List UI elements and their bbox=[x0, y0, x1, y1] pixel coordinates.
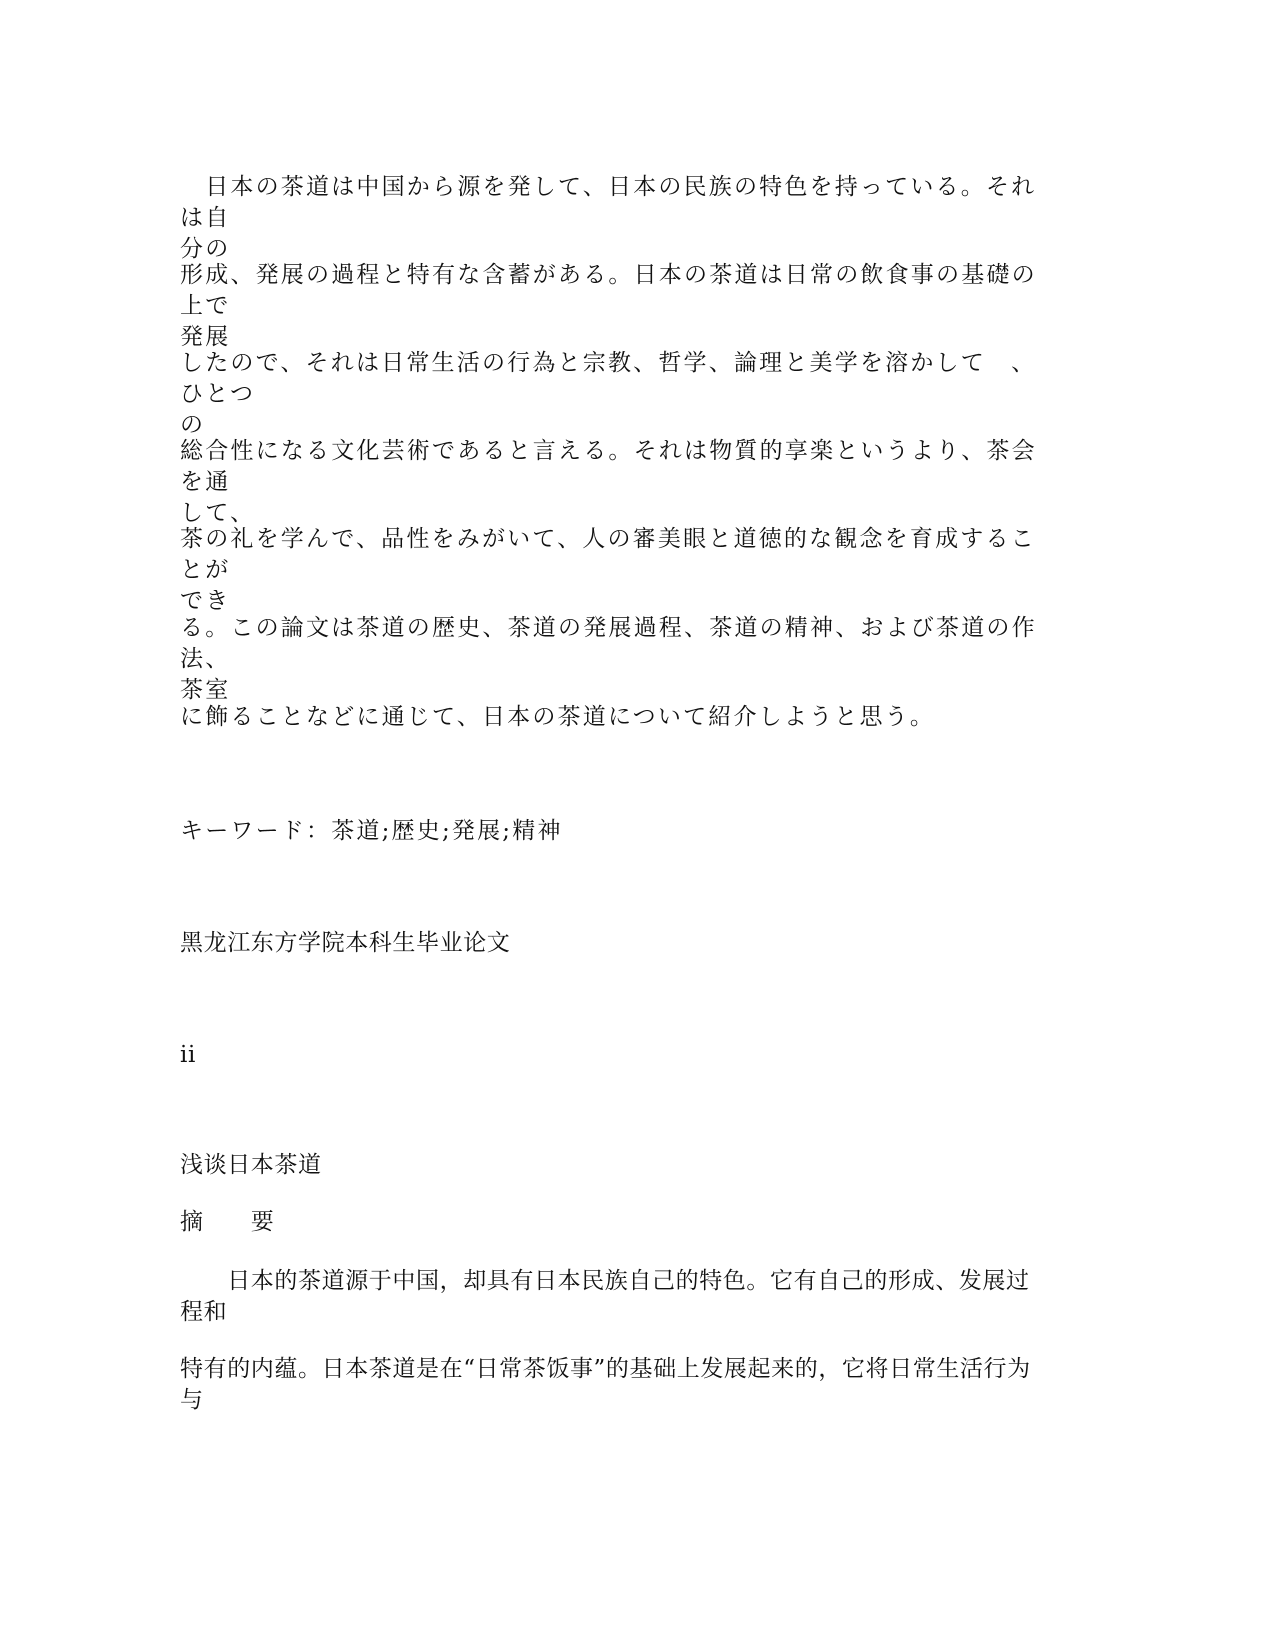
jp-abstract-line-7: に飾ることなどに通じて、日本の茶道について紹介しようと思う。 bbox=[180, 704, 936, 730]
jp-keywords: キーワード：茶道;歴史;発展;精神 bbox=[180, 818, 563, 844]
page-number: ii bbox=[180, 1042, 196, 1068]
institution-footer: 黑龙江东方学院本科生毕业论文 bbox=[180, 930, 511, 956]
jp-abstract-line-3: したので、それは日常生活の行為と宗教、哲学、論理と美学を溶かして 、ひとつ の bbox=[180, 350, 1037, 438]
jp-abstract-line-6: る。この論文は茶道の歴史、茶道の発展過程、茶道の精神、および茶道の作法、 茶室 bbox=[180, 615, 1037, 703]
jp-abstract-line-5: 茶の礼を学んで、品性をみがいて、人の審美眼と道徳的な観念を育成することが でき bbox=[180, 526, 1036, 614]
jp-abstract-line-4: 総合性になる文化芸術であると言える。それは物質的享楽というより、茶会を通 して、 bbox=[180, 438, 1037, 526]
zh-abstract-line-1: 日本的茶道源于中国，却具有日本民族自己的特色。它有自己的形成、发展过 程和 bbox=[180, 1268, 1030, 1325]
zh-abstract-line-2: 特有的内蕴。日本茶道是在“日常茶饭事”的基础上发展起来的，它将日常生活行为 与 bbox=[180, 1356, 1031, 1413]
zh-paper-title: 浅谈日本茶道 bbox=[180, 1152, 322, 1178]
jp-abstract-line-2: 形成、発展の過程と特有な含蓄がある。日本の茶道は日常の飲食事の基礎の上で 発展 bbox=[180, 262, 1037, 350]
jp-abstract-line-1: 日本の茶道は中国から源を発して、日本の民族の特色を持っている。それは自 分の bbox=[180, 174, 1037, 262]
zh-abstract-heading: 摘 要 bbox=[180, 1209, 275, 1235]
